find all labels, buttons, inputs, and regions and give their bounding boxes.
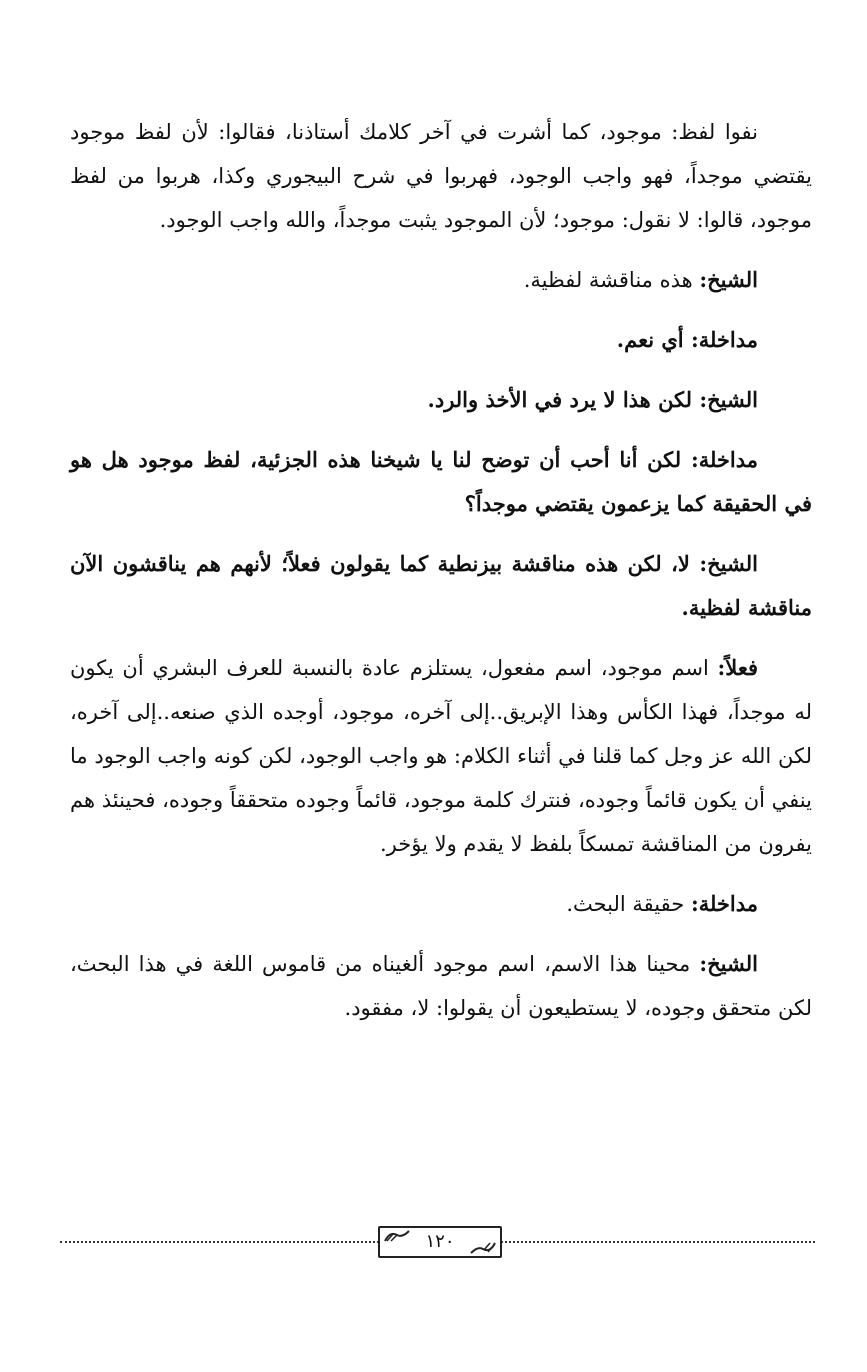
paragraph-3 <box>70 318 812 362</box>
speaker-label: فعلاً: <box>717 655 758 680</box>
paragraph-4-text: لكن هذا لا يرد في الأخذ والرد. <box>427 387 700 412</box>
speaker-label: الشيخ: <box>699 551 758 576</box>
corner-ornament-icon <box>384 1229 410 1243</box>
speaker-label: الشيخ: <box>699 267 758 292</box>
paragraph-5-text: لكن أنا أحب أن توضح لنا يا شيخنا هذه الجزئية، لفظ موجود هل هو في الحقيقة كما يزعمون يقتضي موجداً؟ <box>70 447 812 516</box>
page-footer <box>60 1222 815 1262</box>
corner-ornament-icon <box>470 1241 496 1255</box>
paragraph-4 <box>70 378 812 422</box>
speaker-label: مداخلة: <box>690 447 758 472</box>
paragraph-6-text: لا، لكن هذه مناقشة بيزنطية كما يقولون فعلاً؛ لأنهم هم يناقشون الآن مناقشة لفظية. <box>70 551 812 620</box>
speaker-label: مداخلة: <box>690 891 758 916</box>
paragraph-3-text: أي نعم. <box>616 327 691 352</box>
paragraph-1 <box>70 110 812 242</box>
paragraph-6 <box>70 542 812 630</box>
paragraph-9 <box>70 942 812 1030</box>
paragraph-8-text: حقيقة البحث. <box>566 892 691 916</box>
paragraph-1-text: نفوا لفظ: موجود، كما أشرت في آخر كلامك أستاذنا، فقالوا: لأن لفظ موجود يقتضي موجداً، فهو واجب الوجود، فهربوا في شرح البيجوري وكذا، هربوا من لفظ موجود، قالوا: لا نقول: موجود؛ لأن الموجود يثبت موجداً، والله واجب الوجود. <box>70 120 812 232</box>
paragraph-9-text: محينا هذا الاسم، اسم موجود ألغيناه من قاموس اللغة في هذا البحث، لكن متحقق وجوده، لا يستطيعون أن يقولوا: لا، مفقود. <box>70 952 812 1020</box>
paragraph-5 <box>70 438 812 526</box>
speaker-label: مداخلة: <box>690 327 758 352</box>
paragraph-8 <box>70 882 812 926</box>
paragraph-2-text: هذه مناقشة لفظية. <box>523 268 700 292</box>
speaker-label: الشيخ: <box>699 951 758 976</box>
paragraph-2 <box>70 258 812 302</box>
paragraph-7 <box>70 646 812 866</box>
paragraph-7-text: اسم موجود، اسم مفعول، يستلزم عادة بالنسبة للعرف البشري أن يكون له موجداً، فهذا الكأس وهذا الإبريق..إلى آخره، موجود، أوجده الذي صنعه..إلى آخره، لكن الله عز وجل كما قلنا في أثناء الكلام: هو واجب الوجود، لكن كونه واجب الوجود ما ينفي أن يكون قائماً وجوده، فنترك كلمة موجود، قائماً وجوده متحققاً وجوده، فحينئذ هم يفرون من المناقشة تمسكاً بلفظ لا يقدم ولا يؤخر. <box>70 656 812 856</box>
page-number-frame <box>378 1226 502 1258</box>
page-number: ١٢٠ <box>425 1231 455 1252</box>
speaker-label: الشيخ: <box>699 387 758 412</box>
page-body <box>70 110 812 1230</box>
